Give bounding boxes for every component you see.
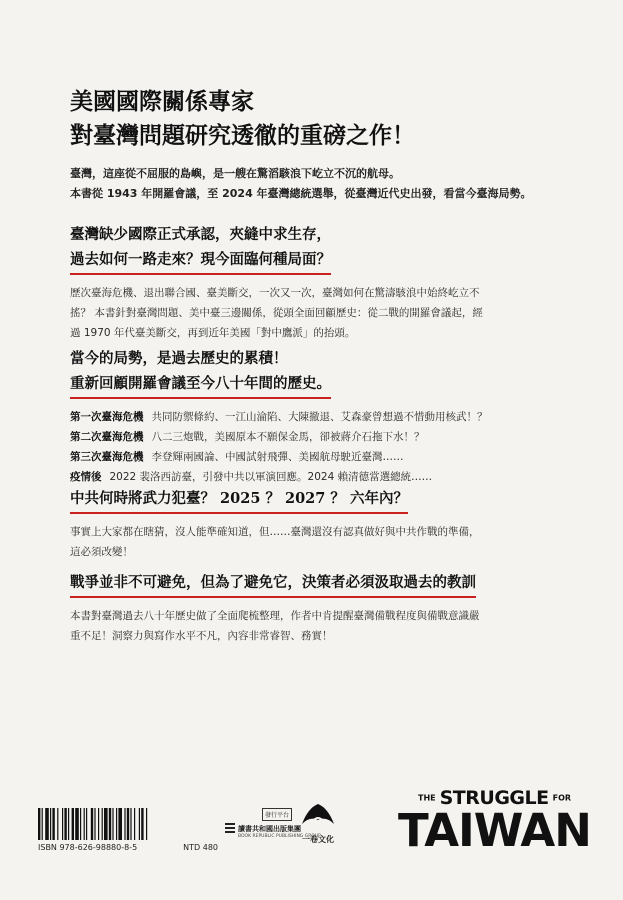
- section-body: [70, 606, 570, 646]
- intro-line-2: 本書從 1943 年開羅會議，至 2024 年臺灣總統選舉，從臺灣近代史出發，看當今臺海局勢。: [70, 187, 532, 200]
- section-heading-line-1: 臺灣缺少國際正式承認，夾縫中求生存，: [70, 226, 331, 243]
- body-line-2: 搖？ 本書針對臺灣問題、美中臺三邊關係，從頭全面回顧歷史：從二戰的開羅會議起，經: [70, 307, 483, 319]
- headline-line-1: 美國國際關係專家: [70, 89, 254, 115]
- publisher-english-name: BOOK REPUBLIC PUBLISHING GROUP: [238, 834, 321, 839]
- isbn-number: ISBN 978-626-98880-8-5: [38, 843, 138, 852]
- crisis-item: [70, 407, 570, 427]
- crisis-item: [70, 447, 570, 467]
- body-line-3: 過 1970 年代臺美斷交，再到近年美國「對中鷹派」的抬頭。: [70, 327, 356, 339]
- section-heading-line-2: 重新回顧開羅會議至今八十年間的歷史。: [70, 371, 331, 399]
- intro-text: [70, 164, 590, 204]
- publisher-name: 讀書共和國出版集團: [238, 825, 301, 833]
- section-heading: [70, 570, 570, 598]
- title-the: THE: [418, 793, 436, 803]
- body-line-2: 重不足！洞察力與寫作水平不凡，內容非常睿智、務實！: [70, 630, 333, 642]
- section-international-status: [70, 222, 570, 343]
- section-heading-line-2: 過去如何一路走來？現今面臨何種局面？: [70, 247, 331, 275]
- crisis-label: 第三次臺海危機: [70, 451, 144, 463]
- crisis-text: 八二三炮戰，美國原本不願保金馬，卻被蔣介石拖下水！？: [151, 431, 425, 443]
- title-struggle: STRUGGLE: [439, 787, 549, 809]
- crisis-list: [70, 407, 570, 487]
- section-heading: [70, 222, 570, 275]
- body-line-1: 事實上大家都在瞎猜，沒人能準確知道，但……臺灣還沒有認真做好與中共作戰的準備，: [70, 526, 480, 538]
- publisher-logo-yijuan: [298, 800, 338, 850]
- crisis-text: 李登輝兩國論、中國試射飛彈、美國航母駛近臺灣……: [151, 451, 404, 463]
- section-heading-line-1: 戰爭並非不可避免，但為了避免它，決策者必須汲取過去的教訓: [70, 570, 476, 598]
- section-body: [70, 522, 570, 562]
- body-line-1: 本書對臺灣過去八十年歷史做了全面爬梳整理，作者中肯提醒臺灣備戰程度與備戰意識嚴: [70, 610, 480, 622]
- section-war-lessons: [70, 570, 570, 646]
- crisis-label: 第一次臺海危機: [70, 411, 144, 423]
- price: NTD 480: [183, 843, 218, 852]
- section-heading-line-1: 當今的局勢，是過去歷史的累積！: [70, 350, 288, 367]
- body-line-2: 這必須改變！: [70, 546, 133, 558]
- isbn-row: [38, 843, 218, 852]
- intro-line-1: 臺灣，這座從不屈服的島嶼，是一艘在驚滔駭浪下屹立不沉的航母。: [70, 167, 400, 180]
- body-line-1: 歷次臺海危機、退出聯合國、臺美斷交，一次又一次，臺灣如何在驚濤駭浪中始終屹立不: [70, 287, 480, 299]
- publisher-tag: 發行平台: [262, 808, 292, 821]
- headline-line-2: 對臺灣問題研究透徹的重磅之作！: [70, 123, 415, 149]
- section-heading: [70, 486, 570, 514]
- section-invasion-question: [70, 486, 570, 562]
- crisis-text: 2022 裴洛西訪臺，引發中共以軍演回應。2024 賴清德當選總統……: [109, 471, 433, 483]
- crisis-text: 共同防禦條約、一江山淪陷、大陳撤退、艾森豪曾想過不惜動用核武！？: [151, 411, 488, 423]
- title-for: FOR: [552, 793, 572, 803]
- barcode-icon: [38, 808, 188, 840]
- section-heading-line-1: 中共何時將武力犯臺？ 2025 ？ 2027 ？ 六年內？: [70, 486, 408, 514]
- crisis-item: [70, 467, 570, 487]
- crisis-label: 疫情後: [70, 471, 102, 483]
- section-body: [70, 283, 570, 343]
- crisis-item: [70, 427, 570, 447]
- publisher-name: 一卷文化: [302, 835, 334, 844]
- crisis-label: 第二次臺海危機: [70, 431, 144, 443]
- section-heading: [70, 346, 570, 399]
- book-republic-mark-icon: [224, 822, 236, 836]
- yijuan-mountain-icon: [300, 800, 336, 828]
- headline: [70, 85, 415, 153]
- title-taiwan: TAIWAN: [398, 804, 591, 857]
- barcode-block: [38, 808, 218, 852]
- section-history: [70, 346, 570, 487]
